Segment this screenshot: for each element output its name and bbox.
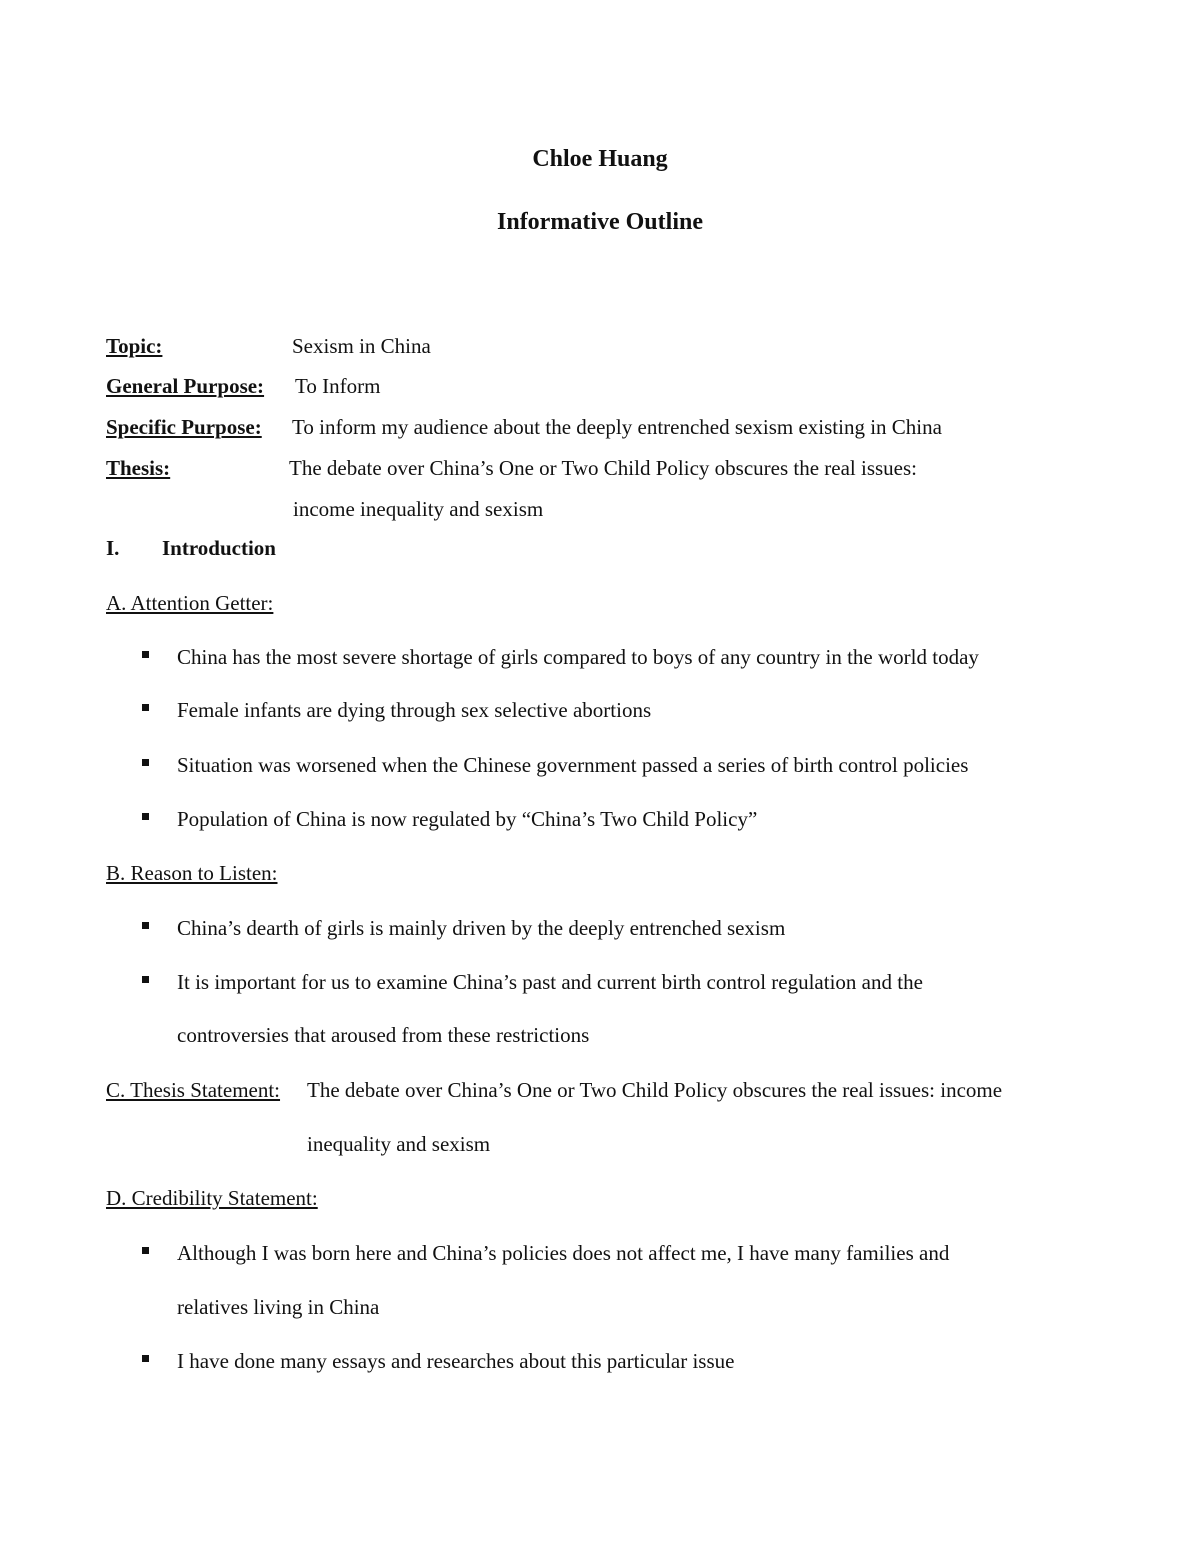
- topic-label: Topic:: [106, 334, 163, 358]
- attention-bullet-3: Situation was worsened when the Chinese government passed a series of birth control policies: [177, 753, 969, 777]
- document-title: Informative Outline: [497, 209, 703, 235]
- bullet-icon: [142, 1355, 149, 1362]
- attention-getter-label: A. Attention Getter:: [106, 591, 274, 615]
- bullet-icon: [142, 704, 149, 711]
- thesis-label: Thesis:: [106, 456, 171, 480]
- reason-bullet-2-line1: It is important for us to examine China’s past and current birth control regulation and the: [177, 970, 923, 994]
- credibility-bullet-1-line1: Although I was born here and China’s policies does not affect me, I have many families and: [177, 1241, 950, 1265]
- bullet-icon: [142, 976, 149, 983]
- reason-to-listen-label: B. Reason to Listen:: [106, 861, 278, 885]
- attention-bullet-1: China has the most severe shortage of girls compared to boys of any country in the world today: [177, 645, 979, 669]
- author-name: Chloe Huang: [532, 146, 668, 172]
- attention-bullet-2: Female infants are dying through sex selective abortions: [177, 698, 652, 722]
- thesis-statement-label: C. Thesis Statement:: [106, 1078, 281, 1102]
- section-title: Introduction: [162, 536, 276, 560]
- credibility-bullet-2: I have done many essays and researches about this particular issue: [177, 1349, 735, 1373]
- general-purpose-value: To Inform: [295, 374, 381, 398]
- credibility-bullet-1-line2: relatives living in China: [177, 1295, 380, 1319]
- specific-purpose-value: To inform my audience about the deeply entrenched sexism existing in China: [292, 415, 942, 439]
- section-number: I.: [106, 536, 120, 560]
- bullet-icon: [142, 651, 149, 658]
- specific-purpose-label: Specific Purpose:: [106, 415, 262, 439]
- thesis-value-line1: The debate over China’s One or Two Child Policy obscures the real issues:: [289, 456, 918, 480]
- attention-bullet-4: Population of China is now regulated by “China’s Two Child Policy”: [177, 807, 758, 831]
- topic-value: Sexism in China: [292, 334, 431, 358]
- thesis-statement-line1: The debate over China’s One or Two Child Policy obscures the real issues: income: [307, 1078, 1003, 1102]
- thesis-value-line2: income inequality and sexism: [293, 497, 544, 521]
- reason-bullet-1: China’s dearth of girls is mainly driven by the deeply entrenched sexism: [177, 916, 786, 940]
- bullet-icon: [142, 813, 149, 820]
- bullet-icon: [142, 759, 149, 766]
- general-purpose-label: General Purpose:: [106, 374, 265, 398]
- reason-bullet-2-line2: controversies that aroused from these restrictions: [177, 1023, 590, 1047]
- bullet-icon: [142, 1247, 149, 1254]
- bullet-icon: [142, 922, 149, 929]
- credibility-statement-label: D. Credibility Statement:: [106, 1186, 318, 1210]
- thesis-statement-line2: inequality and sexism: [307, 1132, 491, 1156]
